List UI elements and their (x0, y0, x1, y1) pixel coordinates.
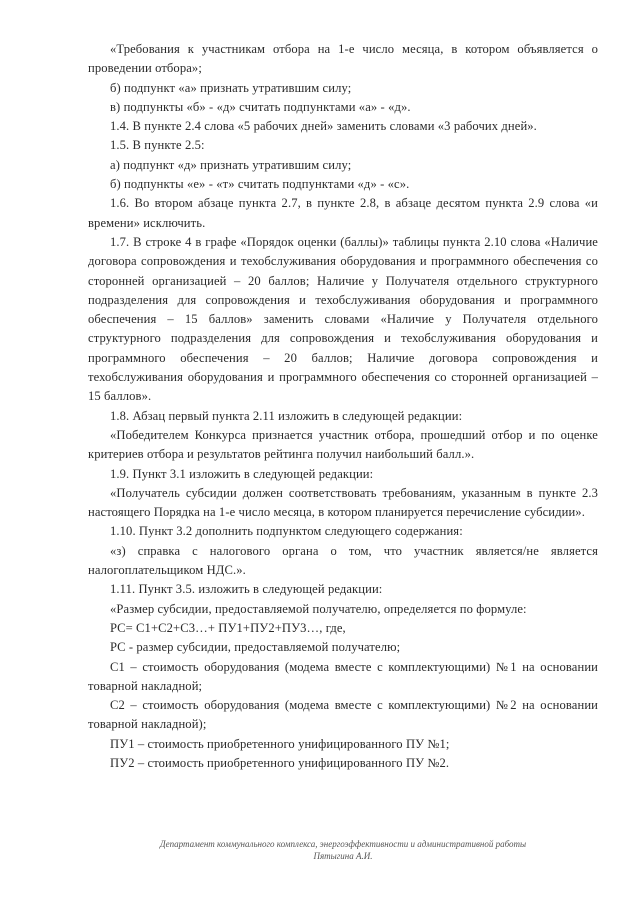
paragraph: 1.10. Пункт 3.2 дополнить подпунктом следующего содержания: (110, 524, 463, 539)
paragraph: ПУ1 – стоимость приобретенного унифицированного ПУ №1; (110, 736, 450, 751)
paragraph: 1.4. В пункте 2.4 слова «5 рабочих дней» заменить словами «3 рабочих дней». (110, 119, 537, 134)
paragraph: 1.5. В пункте 2.5: (110, 138, 205, 153)
paragraph: C1 – стоимость оборудования (модема вместе с комплектующими) №1 на основании товарной накладной; (88, 659, 598, 693)
paragraph: C2 – стоимость оборудования (модема вместе с комплектующими) №2 на основании товарной накладной); (88, 698, 598, 732)
paragraph: «Требования к участникам отбора на 1-е число месяца, в котором объявляется о проведении отбора»; (88, 42, 598, 76)
footer-author: Пятыгина А.И. (313, 851, 373, 861)
paragraph: «Получатель субсидии должен соответствовать требованиям, указанным в пункте 2.3 настоящего Порядка на 1-е число месяца, в котором планируется перечисление субсидии». (88, 485, 598, 520)
document-footer (88, 838, 598, 862)
paragraph: «Победителем Конкурса признается участник отбора, прошедший отбор и по оценке критериев отбора и результатов рейтинга получил наибольший балл.». (88, 427, 598, 462)
paragraph: «з) справка с налогового органа о том, что участник является/не является налогоплательщиком НДС.». (88, 543, 598, 578)
paragraph: 1.7. В строке 4 в графе «Порядок оценки (баллы)» таблицы пункта 2.10 слова «Наличие договора сопровождения и техобслуживания оборудования и программного обеспечения со сторонней организацией – 20 баллов; Наличие у Получателя отдельного структурного подразделения для сопровождения и техобслуживания оборудования и программного обеспечения – 15 баллов» заменить словами «Наличие у Получателя отдельного структурного подразделения для сопровождения и техобслуживания оборудования и программного обеспечения – 20 баллов; Наличие договора сопровождения и техобслуживания оборудования и программного обеспечения со сторонней организацией – 15 баллов». (88, 234, 598, 404)
paragraph: PC= C1+C2+C3…+ ПУ1+ПУ2+ПУ3…, где, (110, 620, 346, 635)
paragraph: ПУ2 – стоимость приобретенного унифицированного ПУ №2. (110, 755, 450, 770)
paragraph: «Размер субсидии, предоставляемой получателю, определяется по формуле: (110, 601, 527, 616)
paragraph: 1.9. Пункт 3.1 изложить в следующей редакции: (110, 466, 374, 481)
footer-department: Департамент коммунального комплекса, энергоэффективности и административной работы (159, 839, 527, 849)
paragraph: 1.11. Пункт 3.5. изложить в следующей редакции: (110, 582, 383, 597)
paragraph: PC - размер субсидии, предоставляемой получателю; (110, 640, 401, 655)
paragraph: в) подпункты «б» - «д» считать подпунктами «а» - «д». (110, 99, 411, 114)
paragraph: а) подпункт «д» признать утратившим силу; (110, 157, 352, 172)
paragraph: 1.6. Во втором абзаце пункта 2.7, в пункте 2.8, в абзаце десятом пункта 2.9 слова «и времени» исключить. (88, 196, 598, 230)
paragraph: 1.8. Абзац первый пункта 2.11 изложить в следующей редакции: (110, 408, 463, 423)
paragraph: б) подпункты «е» - «т» считать подпунктами «д» - «с». (110, 177, 410, 192)
paragraph: б) подпункт «а» признать утратившим силу; (110, 80, 352, 95)
document-body (88, 40, 598, 773)
